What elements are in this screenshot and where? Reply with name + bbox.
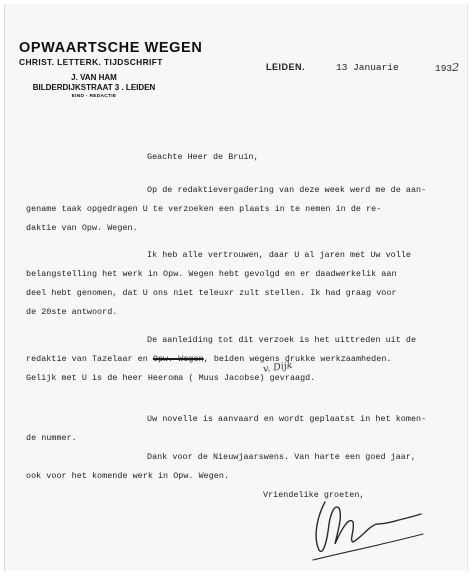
letterhead-subtitle: CHRIST. LETTERK. TIJDSCHRIFT <box>19 57 163 67</box>
letterhead-redaction: EIND - REDACTIE <box>71 94 117 99</box>
letter-line: Gelijk met U is de heer Heeroma ( Muus Jacobse) gevraagd. <box>26 373 316 383</box>
letter-line: Uw novelle is aanvaard en wordt geplaatst in het komen- <box>147 414 427 424</box>
dateline-place: LEIDEN. <box>266 62 306 72</box>
letter-line: ook voor het komende werk in Opw. Wegen. <box>26 471 230 481</box>
letterhead-title: OPWAARTSCHE WEGEN <box>19 40 203 56</box>
signature <box>295 482 425 562</box>
handwritten-insertion: v. Dijk <box>262 359 294 376</box>
letter-line: de nummer. <box>26 433 77 443</box>
letter-line: Ik heb alle vertrouwen, daar U al jaren met Uw volle <box>147 250 411 260</box>
letterhead-address: BILDERDIJKSTRAAT 3 . LEIDEN <box>32 83 156 92</box>
letter-line: gename taak opgedragen U te verzoeken een plaats in te nemen in de re- <box>26 204 382 214</box>
letter-line: daktie van Opw. Wegen. <box>26 223 138 233</box>
letter-line: De aanleiding tot dit verzoek is het uittreden uit de <box>147 335 417 345</box>
letterhead-editor: J. VAN HAM <box>71 73 117 82</box>
letter-line: de 20ste antwoord. <box>26 307 118 317</box>
closing: Vriendelike groeten, <box>263 490 365 500</box>
letter-line: Dank voor de Nieuwjaarswens. Van harte een goed jaar, <box>147 452 417 462</box>
letter-line: belangstelling het werk in Opw. Wegen hebt gevolgd en er daadwerkelik aan <box>26 269 397 279</box>
letter-line: deel hebt genomen, dat U ons niet teleuxr zult stellen. Ik had graag voor <box>26 288 397 298</box>
letter-page <box>4 4 468 571</box>
dateline-year <box>435 61 459 74</box>
salutation: Geachte Heer de Bruin, <box>147 152 259 162</box>
line-end: beiden wegens drukke werkzaamheden. <box>213 354 392 364</box>
dateline-date: 13 Januarie <box>336 62 399 73</box>
letter-line-edited: redaktie van Tazelaar en Opw. Wegen, beiden wegens drukke werkzaamheden. <box>26 354 392 364</box>
struck-text: Opw. Wegen <box>152 354 204 364</box>
year-handwritten: 2 <box>452 61 460 74</box>
year-printed: 193 <box>435 63 453 74</box>
letterhead <box>19 40 219 99</box>
line-start: redaktie van Tazelaar en <box>26 354 148 364</box>
letter-line: Op de redaktievergadering van deze week werd me de aan- <box>147 185 427 195</box>
